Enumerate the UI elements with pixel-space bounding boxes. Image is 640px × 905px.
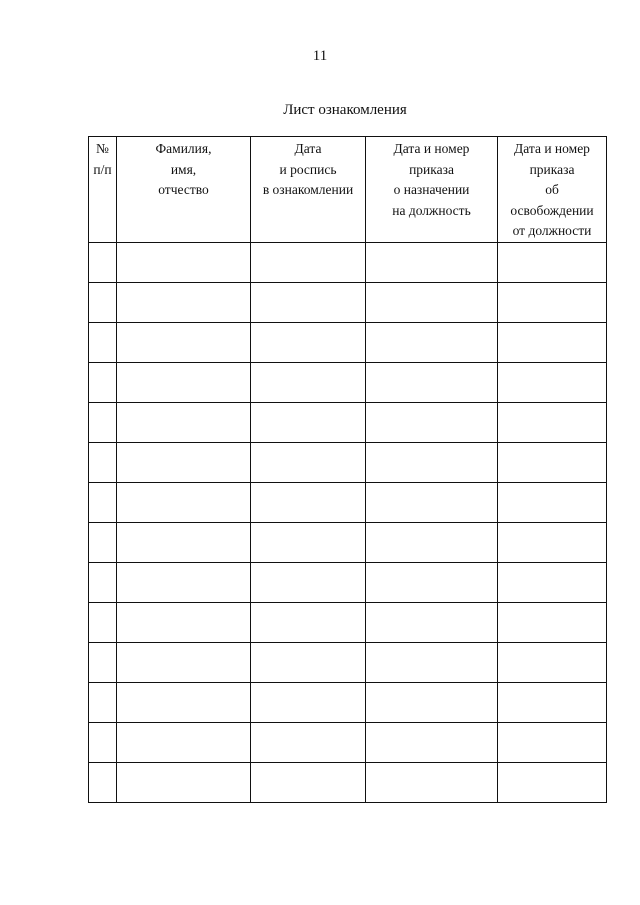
header-line: освобождении: [510, 202, 594, 218]
table-cell: [117, 242, 251, 282]
table-cell: [498, 722, 607, 762]
table-cell: [366, 242, 498, 282]
table-row: [89, 442, 607, 482]
table-cell: [89, 682, 117, 722]
acquaintance-table: [88, 136, 607, 803]
header-dismissal-order: [498, 137, 607, 243]
table-row: [89, 722, 607, 762]
header-line: отчество: [158, 182, 209, 197]
header-line: приказа: [409, 161, 454, 177]
header-line: о назначении: [393, 182, 470, 197]
table-cell: [89, 322, 117, 362]
table-cell: [117, 722, 251, 762]
header-line: об: [545, 182, 559, 197]
table-cell: [251, 602, 366, 642]
header-line: приказа: [529, 161, 575, 177]
table-cell: [366, 562, 498, 602]
table-cell: [498, 402, 607, 442]
table-cell: [498, 602, 607, 642]
table-cell: [117, 602, 251, 642]
table-row: [89, 602, 607, 642]
table-cell: [251, 362, 366, 402]
table-cell: [89, 282, 117, 322]
table-row: [89, 762, 607, 802]
header-line: имя,: [170, 161, 197, 177]
table-cell: [498, 442, 607, 482]
table-cell: [251, 282, 366, 322]
page-number: 11: [312, 48, 328, 64]
table-row: [89, 282, 607, 322]
header-appointment-order: [366, 137, 498, 243]
header-full-name: [117, 137, 251, 243]
header-line: от должности: [512, 223, 592, 238]
table-cell: [366, 482, 498, 522]
header-line: Фамилия,: [155, 141, 212, 156]
table-cell: [89, 402, 117, 442]
table-cell: [117, 762, 251, 802]
table-cell: [366, 682, 498, 722]
header-line: Дата: [294, 141, 322, 156]
table-cell: [366, 402, 498, 442]
table-cell: [498, 242, 607, 282]
table-cell: [89, 482, 117, 522]
table-cell: [251, 482, 366, 522]
table-cell: [251, 562, 366, 602]
table-cell: [251, 322, 366, 362]
table-cell: [251, 522, 366, 562]
table-row: [89, 362, 607, 402]
table-cell: [366, 362, 498, 402]
table-cell: [366, 642, 498, 682]
table-cell: [117, 642, 251, 682]
table-cell: [89, 562, 117, 602]
table-cell: [498, 642, 607, 682]
table-row: [89, 242, 607, 282]
table-cell: [366, 282, 498, 322]
table-cell: [498, 362, 607, 402]
table-cell: [89, 362, 117, 402]
table-cell: [251, 722, 366, 762]
table-row: [89, 322, 607, 362]
header-line: на должность: [392, 202, 471, 218]
table-cell: [89, 242, 117, 282]
table-row: [89, 522, 607, 562]
table-cell: [251, 242, 366, 282]
table-cell: [117, 442, 251, 482]
table-row: [89, 642, 607, 682]
table-cell: [89, 762, 117, 802]
table-cell: [251, 762, 366, 802]
table-cell: [366, 442, 498, 482]
table-cell: [89, 522, 117, 562]
document-title: Лист ознакомления: [283, 102, 407, 118]
header-line: и роспись: [279, 161, 337, 177]
header-row: [89, 137, 607, 243]
table-cell: [498, 682, 607, 722]
table-cell: [498, 562, 607, 602]
table-cell: [498, 522, 607, 562]
table-cell: [366, 522, 498, 562]
table-cell: [117, 322, 251, 362]
header-line: Дата и номер: [393, 141, 470, 156]
header-number: [89, 137, 117, 243]
table-cell: [117, 522, 251, 562]
header-line: Дата и номер: [514, 141, 590, 156]
table-row: [89, 562, 607, 602]
table-cell: [251, 642, 366, 682]
table-cell: [251, 402, 366, 442]
table-cell: [366, 602, 498, 642]
table-body: [89, 242, 607, 802]
table-cell: [89, 442, 117, 482]
table-cell: [117, 362, 251, 402]
table-cell: [251, 682, 366, 722]
table-cell: [117, 682, 251, 722]
header-line: №: [96, 141, 109, 156]
header-date-signature: [251, 137, 366, 243]
table-cell: [89, 642, 117, 682]
table-cell: [498, 282, 607, 322]
table-cell: [366, 762, 498, 802]
table-cell: [117, 562, 251, 602]
table-cell: [89, 602, 117, 642]
table-row: [89, 402, 607, 442]
table-row: [89, 482, 607, 522]
table-cell: [366, 722, 498, 762]
table-cell: [89, 722, 117, 762]
header-line: п/п: [93, 161, 112, 177]
table-cell: [117, 402, 251, 442]
table-row: [89, 682, 607, 722]
header-line: в ознакомлении: [262, 182, 354, 197]
table-cell: [366, 322, 498, 362]
table-cell: [117, 482, 251, 522]
table-cell: [117, 282, 251, 322]
table-cell: [251, 442, 366, 482]
table-cell: [498, 762, 607, 802]
table-cell: [498, 322, 607, 362]
table-cell: [498, 482, 607, 522]
